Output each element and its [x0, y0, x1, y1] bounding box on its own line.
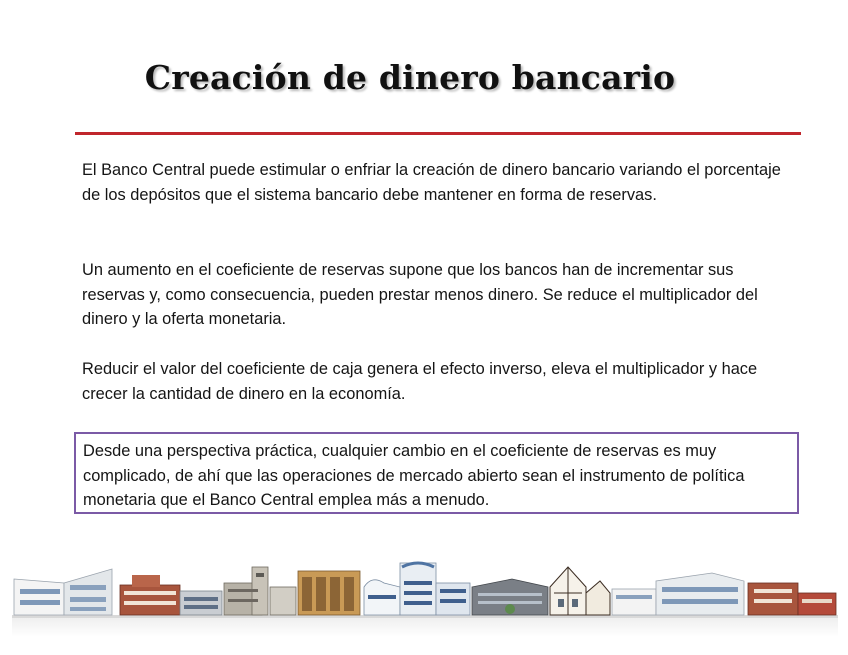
- building-brick-left: [120, 575, 222, 615]
- paragraph-3: Reducir el valor del coeficiente de caja genera el efecto inverso, eleva el multiplicador y hace crecer la cantidad de dinero en la economía.: [82, 360, 758, 403]
- title-divider: [75, 132, 801, 135]
- slide-title: Creación de dinero bancario: [144, 58, 676, 97]
- building-white-modern-right: [612, 573, 744, 615]
- paragraph-2: Un aumento en el coeficiente de reservas supone que los bancos han de incrementar sus reservas y, como consecuencia, pueden prestar menos dinero. Se reduce el multiplicador del dinero y la oferta monetaria.: [82, 261, 758, 328]
- building-grey-towers: [224, 567, 296, 615]
- highlight-box-text: Desde una perspectiva práctica, cualquier cambio en el coeficiente de reservas es muy complicado, de ahí que las operaciones de mercado abierto sean el instrumento de política monetaria que el Banco Central emplea más a menudo.: [83, 442, 745, 509]
- city-buildings-illustration: [12, 557, 838, 637]
- highlight-box: [74, 432, 799, 514]
- paragraph-1: El Banco Central puede estimular o enfriar la creación de dinero bancario variando el porcentaje de los depósitos que el sistema bancario debe mantener en forma de reservas.: [82, 161, 781, 204]
- building-brick-right: [748, 583, 836, 615]
- building-dark-glass: [472, 579, 548, 615]
- building-tudor-house: [550, 567, 610, 615]
- building-blue-white-center: [364, 563, 470, 615]
- building-ochre-facade: [298, 571, 360, 615]
- building-white-modern-left: [14, 569, 112, 615]
